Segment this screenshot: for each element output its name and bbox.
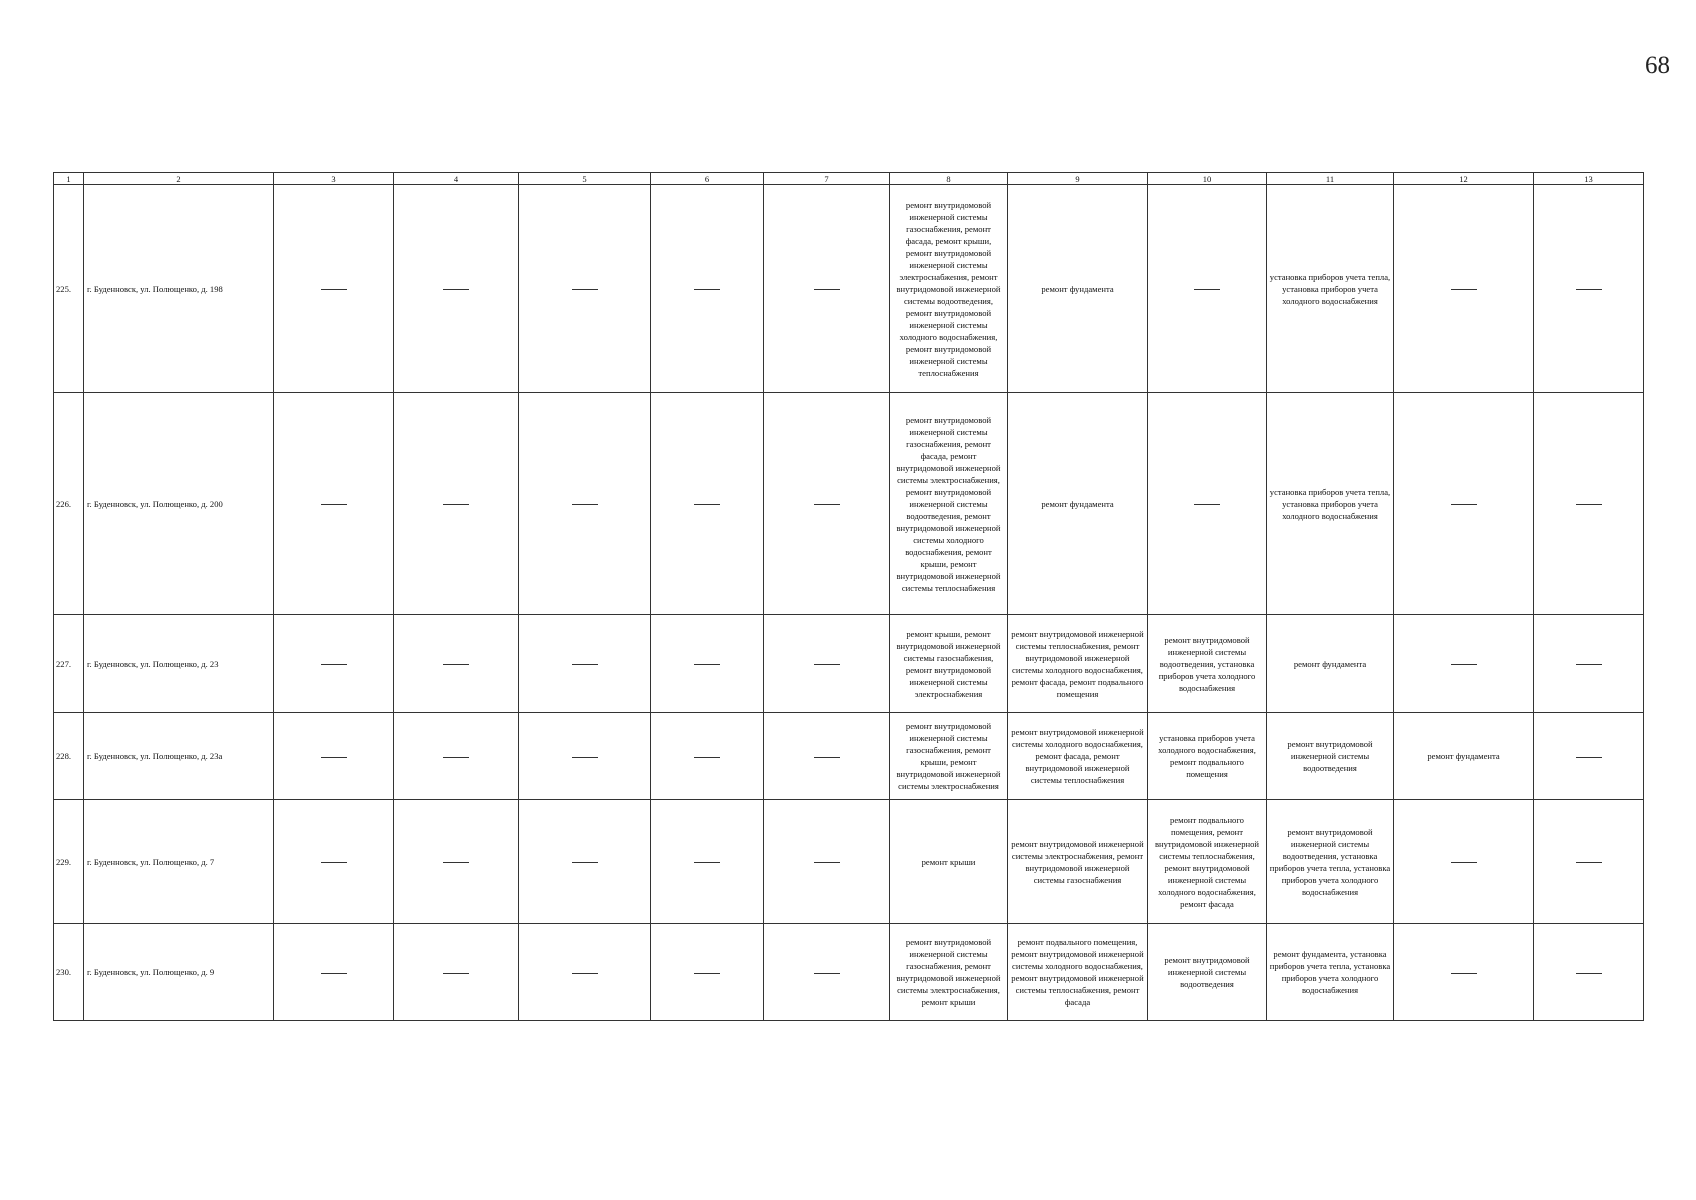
dash-mark	[694, 757, 720, 758]
works-cell-col10	[1148, 713, 1267, 800]
empty-cell	[1148, 393, 1267, 615]
works-text: ремонт фундамента	[1427, 751, 1500, 761]
dash-mark	[1451, 973, 1477, 974]
dash-mark	[572, 504, 598, 505]
works-cell-col9	[1008, 800, 1148, 924]
dash-mark	[1194, 289, 1220, 290]
dash-mark	[321, 862, 347, 863]
empty-cell	[1148, 185, 1267, 393]
empty-cell	[1534, 800, 1644, 924]
dash-mark	[443, 664, 469, 665]
empty-cell	[764, 713, 890, 800]
empty-cell	[1534, 924, 1644, 1021]
table-row	[54, 185, 1644, 393]
works-text: ремонт внутридомовой инженерной системы газоснабжения, ремонт крыши, ремонт внутридомовой инженерной системы электроснабжения	[896, 721, 1001, 791]
dash-mark	[1451, 289, 1477, 290]
works-cell-col8	[890, 713, 1008, 800]
column-header: 9	[1008, 173, 1148, 185]
column-number-row	[54, 173, 1644, 185]
dash-mark	[694, 664, 720, 665]
works-cell-col9	[1008, 713, 1148, 800]
empty-cell	[1394, 924, 1534, 1021]
empty-cell	[764, 615, 890, 713]
works-cell-col9	[1008, 924, 1148, 1021]
table-row	[54, 615, 1644, 713]
works-cell-col8	[890, 615, 1008, 713]
dash-mark	[572, 664, 598, 665]
dash-mark	[694, 862, 720, 863]
works-text: ремонт внутридомовой инженерной системы водоотведения, установка приборов учета холодного водоснабжения	[1158, 634, 1256, 693]
dash-mark	[321, 289, 347, 290]
empty-cell	[764, 185, 890, 393]
works-cell-col11	[1267, 185, 1394, 393]
address-cell: г. Буденновск, ул. Полющенко, д. 23а	[84, 713, 274, 800]
works-cell-col8	[890, 393, 1008, 615]
works-text: ремонт внутридомовой инженерной системы газоснабжения, ремонт фасада, ремонт крыши, ремонт внутридомовой инженерной системы электроснабжения, ремонт внутридомовой инженерной системы водоотведения, ремонт внутридомовой инженерной системы холодного водоснабжения, ремонт внутридомовой инженерной системы теплоснабжения	[896, 199, 1001, 378]
works-cell-col9	[1008, 393, 1148, 615]
empty-cell	[1534, 615, 1644, 713]
column-header: 1	[54, 173, 84, 185]
column-header: 2	[84, 173, 274, 185]
row-number: 227.	[54, 615, 84, 713]
works-cell-col10	[1148, 800, 1267, 924]
dash-mark	[814, 289, 840, 290]
works-cell-col9	[1008, 615, 1148, 713]
empty-cell	[274, 393, 394, 615]
dash-mark	[321, 664, 347, 665]
dash-mark	[814, 973, 840, 974]
dash-mark	[814, 504, 840, 505]
column-header: 4	[394, 173, 519, 185]
address-cell: г. Буденновск, ул. Полющенко, д. 9	[84, 924, 274, 1021]
empty-cell	[1534, 713, 1644, 800]
works-text: ремонт подвального помещения, ремонт внутридомовой инженерной системы теплоснабжения, ремонт внутридомовой инженерной системы холодного водоснабжения, ремонт фасада	[1154, 814, 1260, 909]
empty-cell	[519, 713, 651, 800]
empty-cell	[651, 924, 764, 1021]
empty-cell	[274, 615, 394, 713]
row-number: 225.	[54, 185, 84, 393]
table-row	[54, 713, 1644, 800]
dash-mark	[572, 973, 598, 974]
empty-cell	[651, 393, 764, 615]
dash-mark	[814, 757, 840, 758]
works-text: ремонт внутридомовой инженерной системы водоотведения	[1287, 739, 1373, 773]
dash-mark	[572, 862, 598, 863]
dash-mark	[443, 504, 469, 505]
empty-cell	[1394, 393, 1534, 615]
works-text: ремонт внутридомовой инженерной системы газоснабжения, ремонт внутридомовой инженерной системы электроснабжения, ремонт крыши	[896, 937, 1001, 1007]
works-text: ремонт внутридомовой инженерной системы водоотведения, установка приборов учета тепла, установка приборов учета холодного водоснабжения	[1269, 826, 1391, 897]
address-cell: г. Буденновск, ул. Полющенко, д. 198	[84, 185, 274, 393]
dash-mark	[1451, 504, 1477, 505]
works-text: ремонт подвального помещения, ремонт внутридомовой инженерной системы холодного водоснабжения, ремонт внутридомовой инженерной системы теплоснабжения, ремонт фасада	[1011, 937, 1144, 1007]
works-text: установка приборов учета холодного водоснабжения, ремонт подвального помещения	[1158, 733, 1256, 779]
dash-mark	[321, 504, 347, 505]
empty-cell	[1394, 615, 1534, 713]
empty-cell	[394, 393, 519, 615]
works-cell-col11	[1267, 800, 1394, 924]
table-row	[54, 924, 1644, 1021]
empty-cell	[1394, 800, 1534, 924]
dash-mark	[814, 664, 840, 665]
dash-mark	[443, 973, 469, 974]
dash-mark	[814, 862, 840, 863]
column-header: 8	[890, 173, 1008, 185]
row-number: 229.	[54, 800, 84, 924]
empty-cell	[1534, 393, 1644, 615]
empty-cell	[1534, 185, 1644, 393]
empty-cell	[1394, 185, 1534, 393]
works-text: ремонт фундамента, установка приборов учета тепла, установка приборов учета холодного водоснабжения	[1269, 949, 1391, 995]
works-text: установка приборов учета тепла, установка приборов учета холодного водоснабжения	[1269, 486, 1391, 521]
empty-cell	[764, 800, 890, 924]
column-header: 7	[764, 173, 890, 185]
works-cell-col10	[1148, 924, 1267, 1021]
works-text: установка приборов учета тепла, установка приборов учета холодного водоснабжения	[1269, 271, 1391, 306]
works-cell-col11	[1267, 713, 1394, 800]
empty-cell	[394, 800, 519, 924]
empty-cell	[519, 185, 651, 393]
address-cell: г. Буденновск, ул. Полющенко, д. 23	[84, 615, 274, 713]
table-row	[54, 393, 1644, 615]
works-cell-col11	[1267, 924, 1394, 1021]
empty-cell	[394, 713, 519, 800]
empty-cell	[651, 615, 764, 713]
dash-mark	[694, 973, 720, 974]
dash-mark	[443, 862, 469, 863]
row-number: 226.	[54, 393, 84, 615]
works-cell-col11	[1267, 615, 1394, 713]
empty-cell	[274, 185, 394, 393]
works-cell-col8	[890, 800, 1008, 924]
works-text: ремонт внутридомовой инженерной системы газоснабжения, ремонт фасада, ремонт внутридомовой инженерной системы электроснабжения, ремонт внутридомовой инженерной системы водоотведения, ремонт внутридомовой инженерной системы холодного водоснабжения, ремонт крыши, ремонт внутридомовой инженерной системы теплоснабжения	[896, 414, 1001, 593]
works-text: ремонт внутридомовой инженерной системы водоотведения	[1164, 955, 1250, 989]
works-text: ремонт внутридомовой инженерной системы теплоснабжения, ремонт внутридомовой инженерной системы холодного водоснабжения, ремонт фасада, ремонт подвального помещения	[1011, 628, 1144, 699]
address-cell: г. Буденновск, ул. Полющенко, д. 200	[84, 393, 274, 615]
empty-cell	[394, 924, 519, 1021]
dash-mark	[1576, 289, 1602, 290]
column-header: 11	[1267, 173, 1394, 185]
empty-cell	[519, 924, 651, 1021]
empty-cell	[651, 185, 764, 393]
works-text: ремонт крыши	[921, 856, 976, 867]
empty-cell	[274, 924, 394, 1021]
empty-cell	[394, 185, 519, 393]
empty-cell	[519, 393, 651, 615]
works-text: ремонт крыши, ремонт внутридомовой инженерной системы газоснабжения, ремонт внутридомовой инженерной системы электроснабжения	[896, 628, 1001, 699]
empty-cell	[651, 713, 764, 800]
empty-cell	[274, 713, 394, 800]
empty-cell	[764, 924, 890, 1021]
row-number: 230.	[54, 924, 84, 1021]
works-text: ремонт фундамента	[1293, 658, 1367, 669]
works-cell-col8	[890, 924, 1008, 1021]
column-header: 12	[1394, 173, 1534, 185]
empty-cell	[651, 800, 764, 924]
works-cell-col9	[1008, 185, 1148, 393]
table-row	[54, 800, 1644, 924]
column-header: 10	[1148, 173, 1267, 185]
dash-mark	[1194, 504, 1220, 505]
works-cell-col8	[890, 185, 1008, 393]
works-text: ремонт внутридомовой инженерной системы холодного водоснабжения, ремонт фасада, ремонт внутридомовой инженерной системы теплоснабжения	[1011, 727, 1144, 785]
column-header: 6	[651, 173, 764, 185]
works-text: ремонт внутридомовой инженерной системы электроснабжения, ремонт внутридомовой инженерной системы газоснабжения	[1011, 838, 1144, 885]
dash-mark	[1451, 862, 1477, 863]
empty-cell	[394, 615, 519, 713]
column-header: 3	[274, 173, 394, 185]
empty-cell	[764, 393, 890, 615]
column-header: 13	[1534, 173, 1644, 185]
dash-mark	[443, 289, 469, 290]
address-cell: г. Буденновск, ул. Полющенко, д. 7	[84, 800, 274, 924]
works-table	[53, 172, 1644, 1021]
page-number: 68	[1645, 52, 1670, 79]
works-cell-col10	[1148, 615, 1267, 713]
dash-mark	[321, 757, 347, 758]
dash-mark	[1576, 862, 1602, 863]
empty-cell	[519, 615, 651, 713]
dash-mark	[443, 757, 469, 758]
row-number: 228.	[54, 713, 84, 800]
dash-mark	[1576, 973, 1602, 974]
dash-mark	[1451, 664, 1477, 665]
works-text: ремонт фундамента	[1041, 498, 1114, 509]
dash-mark	[572, 757, 598, 758]
empty-cell	[519, 800, 651, 924]
works-cell-col12	[1394, 713, 1534, 800]
dash-mark	[321, 973, 347, 974]
dash-mark	[1576, 504, 1602, 505]
dash-mark	[1576, 757, 1602, 758]
works-cell-col11	[1267, 393, 1394, 615]
dash-mark	[572, 289, 598, 290]
dash-mark	[1576, 664, 1602, 665]
dash-mark	[694, 504, 720, 505]
empty-cell	[274, 800, 394, 924]
works-text: ремонт фундамента	[1041, 283, 1114, 294]
column-header: 5	[519, 173, 651, 185]
dash-mark	[694, 289, 720, 290]
